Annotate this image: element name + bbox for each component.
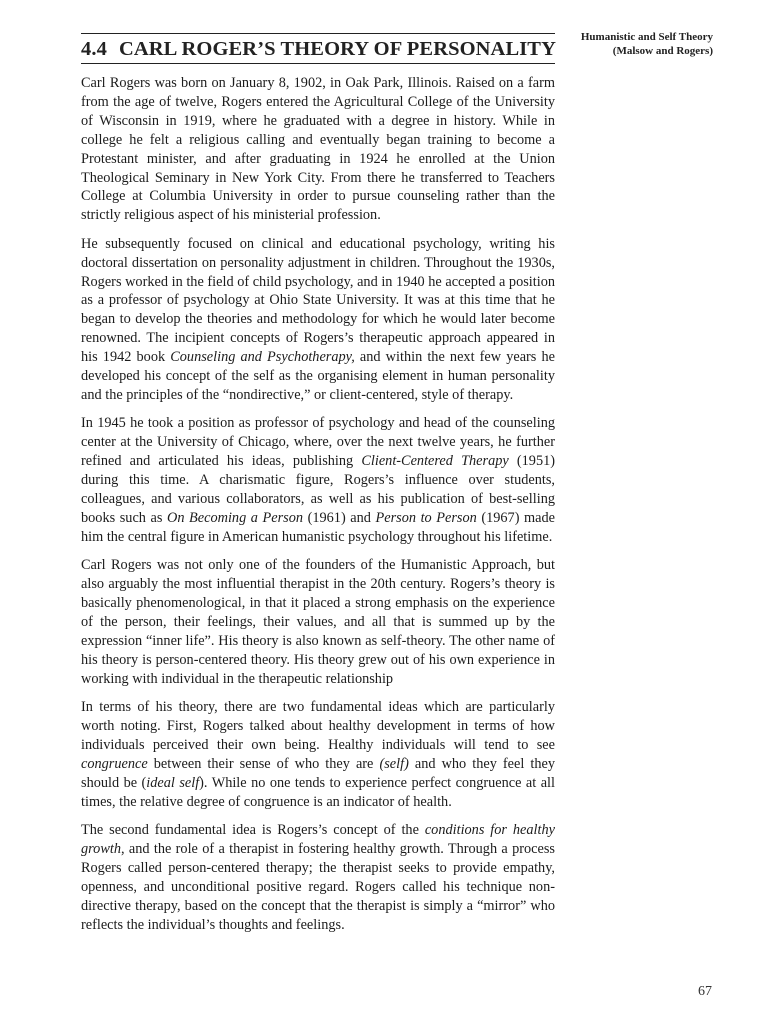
main-content xyxy=(81,33,555,944)
term-conditions-healthy-growth: conditions for healthy growth xyxy=(81,822,555,857)
running-header-line-2: (Malsow and Rogers) xyxy=(612,44,713,57)
paragraph-3-text: (1951) during this time. A charismatic figure, Rogers’s influence over students, colleagues, and various collaborators, as well as his publication of best-selling books such as xyxy=(81,453,555,526)
term-congruence: congruence xyxy=(81,755,148,772)
section-number: 4.4 xyxy=(81,38,107,60)
paragraph-5-text: between their sense of who they are xyxy=(147,755,380,772)
book-title-client-centered: Client-Centered Therapy xyxy=(361,453,509,470)
paragraph-2-text: and within the next few years he developed his concept of the self as the organising element in human personality and the principles of the “nondirective,” or client-centered, style of therapy. xyxy=(81,349,555,403)
section-title: CARL ROGER’S THEORY OF PERSONALITY xyxy=(118,38,556,60)
paragraph-4: Carl Rogers was not only one of the founders of the Humanistic Approach, but also arguably the most influential therapist in the 20th century. Rogers’s theory is basically phenomenological, in that it placed a strong emphasis on the experience of the person, their feelings, their values, and all that is summed up by the expression “inner life”. His theory is also known as self-theory. The other name of his theory is person-centered theory. His theory grew out of his own experience in working with individual in the therapeutic relationship xyxy=(81,557,555,687)
paragraph-5-text: ). While no one tends to experience perfect congruence at all times, the relative degree of congruence is an indicator of health. xyxy=(81,774,555,810)
book-title-becoming-person: On Becoming a Person xyxy=(167,509,304,526)
paragraph-3-text: (1961) and xyxy=(303,509,376,526)
paragraph-6 xyxy=(81,821,555,934)
running-header xyxy=(581,31,713,58)
page-number: 67 xyxy=(698,984,712,999)
paragraph-5-text: and who they feel they should be ( xyxy=(81,755,555,791)
term-self: (self) xyxy=(379,755,409,772)
paragraph-1: Carl Rogers was born on January 8, 1902, in Oak Park, Illinois. Raised on a farm from the age of twelve, Rogers entered the Agricultural College of the University of Wisconsin in 1919, where he graduated with a degree in history. While in college he felt a religious calling and eventually began training to become a Protestant minister, and after graduating in 1924 he enrolled at the Union Theological Seminary in New York City. From there he transferred to Teachers College at Columbia University in order to pursue counseling rather than the strictly religious aspect of his ministerial profession. xyxy=(81,75,555,224)
book-title-counseling: Counseling and Psychotherapy, xyxy=(170,349,355,366)
running-header-line-1: Humanistic and Self Theory xyxy=(580,31,713,43)
term-ideal-self: ideal self xyxy=(146,774,200,791)
paragraph-6-text: , and the role of a therapist in fostering healthy growth. Through a process Rogers called person-centered therapy; the therapist seeks to provide empathy, openness, and unconditional positive regard. Rogers called his technique non-directive therapy, based on the concept that the therapist is simply a “mirror” who reflects the individual’s thoughts and feelings. xyxy=(81,840,555,933)
section-heading xyxy=(81,33,555,64)
paragraph-5 xyxy=(81,698,555,811)
paragraph-3-text: In 1945 he took a position as professor of psychology and head of the counseling center at the University of Chicago, where, over the next twelve years, he further refined and articulated his ideas, publishing xyxy=(81,415,555,470)
paragraph-2 xyxy=(81,235,555,405)
paragraph-5-text: In terms of his theory, there are two fundamental ideas which are particularly worth noting. First, Rogers talked about healthy development in terms of how individuals perceived their own being. Healthy individuals will tend to see xyxy=(81,699,555,753)
paragraph-2-text: He subsequently focused on clinical and educational psychology, writing his doctoral dissertation on personality adjustment in children. Throughout the 1930s, Rogers worked in the field of child psychology, and in 1940 he accepted a position as a professor of psychology at Ohio State University. It was at this time that he began to develop the theories and methodology for which he would later become renowned. The incipient concepts of Rogers’s therapeutic approach appeared in his 1942 book xyxy=(81,235,555,366)
book-title-person-to-person: Person to Person xyxy=(375,509,477,526)
paragraph-3 xyxy=(81,414,555,546)
paragraph-6-text: The second fundamental idea is Rogers’s concept of the xyxy=(81,822,425,839)
paragraph-3-text: (1967) made him the central figure in American humanistic psychology throughout his lifetime. xyxy=(81,509,556,545)
